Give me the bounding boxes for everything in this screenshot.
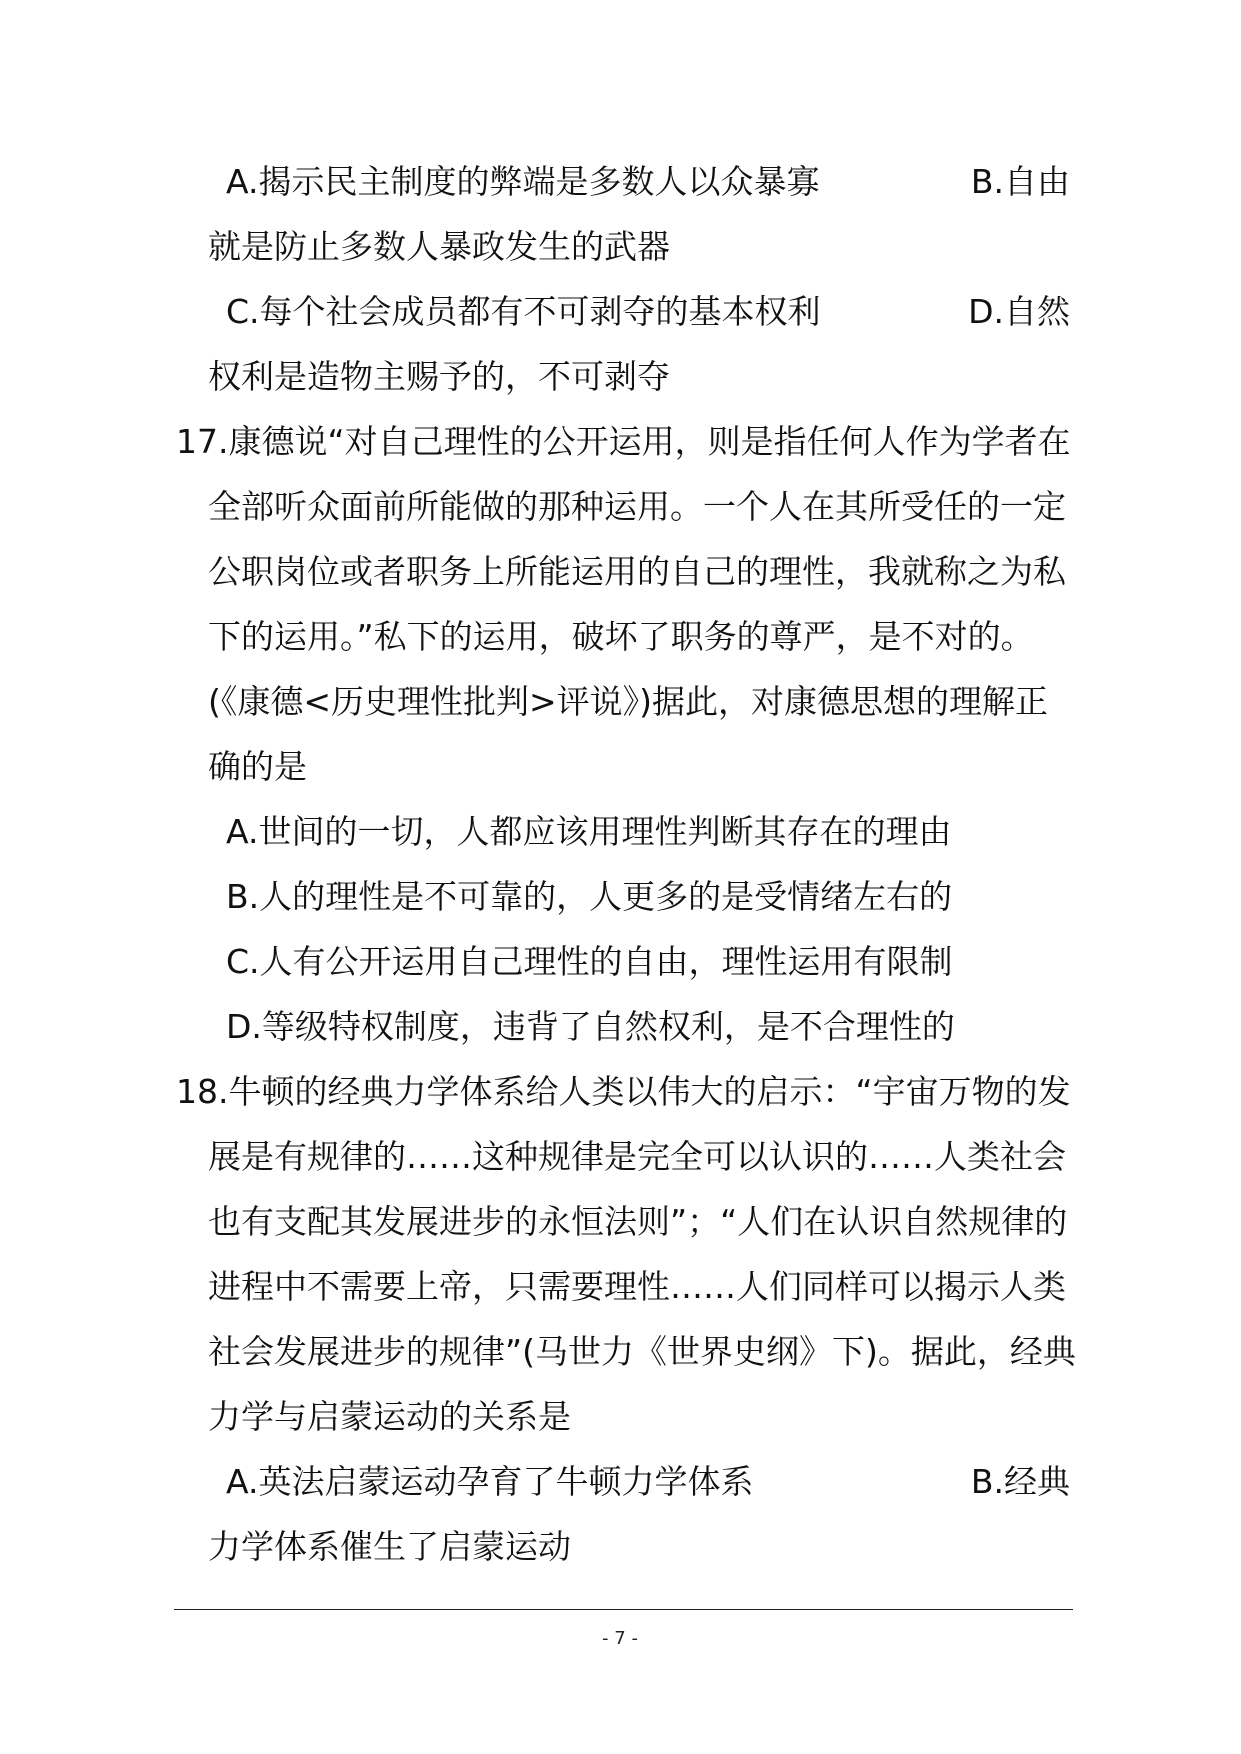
q17-option-d: D.等级特权制度，违背了自然权利，是不合理性的 [226,1007,955,1046]
q17-option-b: B.人的理性是不可靠的，人更多的是受情绪左右的 [226,877,953,916]
q18-stem-line-5: 社会发展进步的规律”(马世力《世界史纲》下)。据此，经典 [208,1332,1076,1371]
q17-option-c: C.人有公开运用自己理性的自由，理性运用有限制 [226,942,953,981]
q18-stem-line-3: 也有支配其发展进步的永恒法则”；“人们在认识自然规律的 [208,1202,1068,1241]
q17-stem-line-3: 公职岗位或者职务上所能运用的自己的理性，我就称之为私 [208,552,1066,591]
q16-option-b-start: B.自由 [970,162,1070,201]
footer-divider [174,1609,1073,1610]
page-number: - 7 - [602,1628,638,1649]
q16-option-d-continued: 权利是造物主赐予的，不可剥夺 [208,357,670,396]
q17-option-a: A.世间的一切，人都应该用理性判断其存在的理由 [226,812,952,851]
q17-stem-line-4: 下的运用。”私下的运用，破坏了职务的尊严，是不对的。 [208,617,1034,656]
q18-option-b-continued: 力学体系催生了启蒙运动 [208,1527,571,1566]
q18-option-b-start: B.经典 [970,1462,1070,1501]
q16-option-d-start: D.自然 [968,292,1070,331]
q17-stem-line-1: 17.康德说“对自己理性的公开运用，则是指任何人作为学者在 [176,422,1071,461]
q18-option-a: A.英法启蒙运动孕育了牛顿力学体系 [226,1462,754,1501]
q18-stem-line-6: 力学与启蒙运动的关系是 [208,1397,571,1436]
q16-option-a: A.揭示民主制度的弊端是多数人以众暴寡 [226,162,820,201]
q16-option-c: C.每个社会成员都有不可剥夺的基本权利 [226,292,821,331]
q18-stem-line-1: 18.牛顿的经典力学体系给人类以伟大的启示：“宇宙万物的发 [176,1072,1071,1111]
q17-stem-line-2: 全部听众面前所能做的那种运用。一个人在其所受任的一定 [208,487,1066,526]
q17-stem-line-6: 确的是 [208,747,307,786]
q17-stem-line-5: (《康德<历史理性批判>评说》)据此，对康德思想的理解正 [208,682,1049,721]
q18-stem-line-4: 进程中不需要上帝，只需要理性……人们同样可以揭示人类 [208,1267,1066,1306]
q18-stem-line-2: 展是有规律的……这种规律是完全可以认识的……人类社会 [208,1137,1066,1176]
q16-option-b-continued: 就是防止多数人暴政发生的武器 [208,227,670,266]
